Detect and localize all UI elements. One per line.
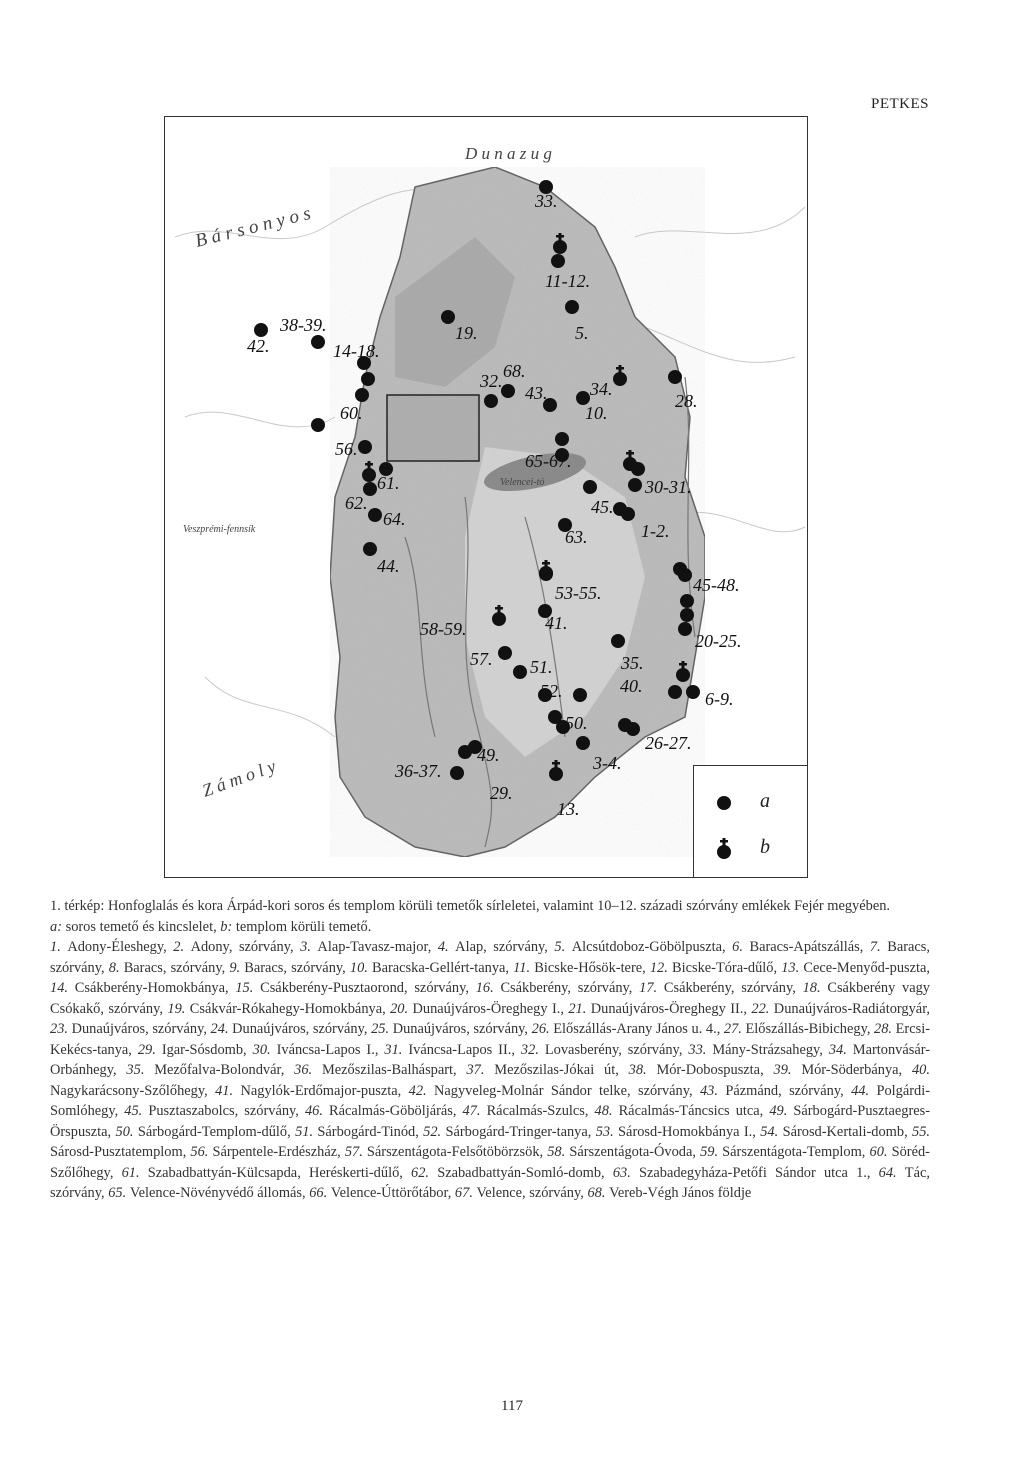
site-number: 44.: [851, 1082, 877, 1099]
running-head: PETKES: [870, 96, 929, 112]
site-label: 63.: [565, 527, 588, 547]
site-number: 33.: [688, 1041, 713, 1058]
site-name: Sárszentágota-Templom,: [722, 1144, 870, 1160]
marker-a: [576, 736, 590, 750]
marker-a: [668, 685, 682, 699]
site-number: 5.: [554, 939, 572, 955]
site-number: 14.: [50, 980, 75, 996]
county-map: [164, 116, 808, 878]
site-label: 28.: [675, 391, 698, 411]
site-list: [50, 937, 930, 1204]
site-name: Dunaújváros, szórvány,: [232, 1021, 372, 1037]
site-number: 22.: [751, 1000, 774, 1017]
site-name: Velence-Úttörőtábor,: [330, 1185, 455, 1201]
site-number: 47.: [462, 1103, 487, 1119]
marker-a: [686, 685, 700, 699]
site-number: 17.: [639, 980, 664, 996]
site-number: 12.: [649, 959, 672, 976]
site-label: 13.: [557, 799, 580, 819]
site-number: 46.: [304, 1103, 329, 1119]
site-name: Söréd-Szőlőhegy,: [50, 1144, 930, 1181]
site-name: Adony-Éleshegy,: [67, 939, 174, 955]
legend-text-b: templom körüli temető.: [232, 918, 372, 935]
site-label: 20-25.: [695, 631, 742, 651]
site-label: 1-2.: [641, 521, 670, 541]
site-label: 64.: [383, 509, 406, 529]
site-label: 68.: [503, 361, 526, 381]
site-name: Nagykarácsony-Szőlőhegy,: [50, 1082, 216, 1099]
site-number: 6.: [732, 939, 750, 955]
site-number: 61.: [121, 1164, 148, 1181]
site-number: 25.: [371, 1021, 393, 1037]
site-label: 36-37.: [395, 761, 442, 781]
site-label: 19.: [455, 323, 478, 343]
region-label-zamoly: Z á m o l y: [199, 755, 279, 801]
site-name: Velence, szórvány,: [476, 1185, 588, 1201]
marker-a: [678, 568, 692, 582]
site-name: Csákberény, szórvány,: [500, 980, 640, 996]
site-number: 64.: [878, 1164, 905, 1181]
site-number: 53.: [595, 1123, 619, 1140]
site-number: 57.: [344, 1144, 367, 1160]
site-number: 37.: [466, 1062, 495, 1078]
marker-a: [513, 665, 527, 679]
marker-a: [668, 370, 682, 384]
marker-a: [363, 542, 377, 556]
marker-a: [311, 418, 325, 432]
site-name: Dunaújváros, szórvány,: [392, 1021, 532, 1037]
site-label: 41.: [545, 613, 568, 633]
map-legend: [693, 765, 807, 877]
site-label: 26-27.: [645, 733, 692, 753]
site-name: Bicske-Hősök-tere,: [534, 959, 650, 976]
site-name: Előszállás-Arany János u. 4.,: [553, 1021, 724, 1037]
site-name: Baracska-Gellért-tanya,: [372, 959, 514, 976]
site-label: 32.: [480, 371, 503, 391]
site-label: 52.: [540, 681, 563, 701]
site-name: Csákvár-Rókahegy-Homokbánya,: [189, 1000, 391, 1017]
marker-a: [565, 300, 579, 314]
site-label: 42.: [247, 336, 270, 356]
site-name: Csákberény vagy Csókakő, szórvány,: [50, 980, 930, 1017]
figure-caption: [50, 896, 930, 1204]
site-name: Mezőszilas-Jókai út,: [494, 1062, 629, 1078]
site-name: Vereb-Végh János földje: [609, 1185, 752, 1201]
site-number: 28.: [874, 1021, 896, 1037]
caption-title: 1. térkép: Honfoglalás és kora Árpád-kori soros és templom körüli temetők sírleletei, valamint 10–12. századi szórvány emlékek Fejér megyében.: [50, 898, 891, 914]
site-name: Alcsútdoboz-Göbölpuszta,: [571, 939, 733, 955]
site-name: Rácalmás-Göböljárás,: [329, 1103, 463, 1119]
marker-a: [368, 508, 382, 522]
site-number: 26.: [531, 1021, 554, 1037]
marker-a: [358, 440, 372, 454]
site-number: 54.: [760, 1123, 783, 1140]
marker-a: [551, 254, 565, 268]
site-label: 5.: [575, 323, 589, 343]
site-number: 52.: [423, 1123, 446, 1140]
legend-label-a: a: [760, 790, 770, 812]
site-number: 58.: [547, 1144, 570, 1160]
site-number: 19.: [167, 1000, 190, 1017]
site-number: 31.: [384, 1041, 409, 1058]
site-label: 49.: [477, 745, 500, 765]
marker-a: [611, 634, 625, 648]
site-label: 35.: [621, 653, 644, 673]
site-label: 45.: [591, 497, 614, 517]
legend-text-a: soros temető és kincslelet,: [62, 918, 221, 935]
site-label: 3-4.: [593, 753, 622, 773]
site-name: Csákberény, szórvány,: [663, 980, 803, 996]
site-number: 39.: [773, 1062, 802, 1078]
site-name: Alap-Tavasz-major,: [317, 939, 438, 955]
site-name: Rácalmás-Táncsics utca,: [618, 1103, 770, 1119]
site-number: 45.: [124, 1103, 149, 1119]
site-number: 30.: [252, 1041, 277, 1058]
site-label: 43.: [525, 383, 548, 403]
site-number: 13.: [781, 959, 804, 976]
site-name: Sárbogárd-Tringer-tanya,: [445, 1123, 596, 1140]
site-number: 20.: [390, 1000, 413, 1017]
region-label-velencei-to: Velencei-tó: [500, 477, 545, 488]
site-number: 23.: [50, 1021, 72, 1037]
site-name: Sárbogárd-Tinód,: [317, 1123, 424, 1140]
site-name: Baracs, szórvány,: [123, 959, 230, 976]
site-number: 49.: [769, 1103, 794, 1119]
site-name: Rácalmás-Szulcs,: [486, 1103, 595, 1119]
site-label: 62.: [345, 493, 368, 513]
marker-a: [626, 722, 640, 736]
site-name: Szabadegyháza-Petőfi Sándor utca 1.,: [638, 1164, 879, 1181]
site-number: 56.: [190, 1144, 213, 1160]
site-name: Dunaújváros, szórvány,: [71, 1021, 211, 1037]
map-graphic: [165, 117, 807, 877]
site-number: 40.: [911, 1062, 930, 1078]
site-name: Baracs, szórvány,: [244, 959, 350, 976]
site-number: 11.: [513, 959, 535, 976]
site-number: 9.: [229, 959, 245, 976]
site-name: Adony, szórvány,: [190, 939, 301, 955]
site-number: 32.: [520, 1041, 545, 1058]
site-number: 34.: [828, 1041, 853, 1058]
site-number: 68.: [587, 1185, 610, 1201]
site-number: 60.: [869, 1144, 892, 1160]
site-name: Dunaújváros-Öreghegy II.,: [590, 1000, 752, 1017]
site-name: Dunaújváros-Öreghegy I.,: [412, 1000, 569, 1017]
site-number: 35.: [126, 1062, 155, 1078]
site-number: 50.: [115, 1123, 138, 1140]
study-area-box: [387, 395, 479, 461]
site-label: 33.: [535, 191, 558, 211]
site-number: 7.: [869, 939, 888, 955]
site-name: Polgárdi-Somlóhegy,: [50, 1082, 931, 1119]
site-name: Iváncsa-Lapos II.,: [408, 1041, 521, 1058]
caption-legend-line: [50, 917, 930, 938]
site-label: 53-55.: [555, 583, 602, 603]
site-name: Sárosd-Pusztatemplom,: [50, 1144, 191, 1160]
site-label: 45-48.: [693, 575, 740, 595]
site-label: 44.: [377, 556, 400, 576]
site-name: Előszállás-Bibichegy,: [745, 1021, 875, 1037]
site-label: 29.: [490, 783, 513, 803]
site-number: 10.: [349, 959, 372, 976]
site-label: 14-18.: [333, 341, 380, 361]
site-number: 38.: [628, 1062, 657, 1078]
legend-key-a: a:: [50, 918, 62, 935]
site-number: 62.: [411, 1164, 438, 1181]
site-name: Igar-Sósdomb,: [161, 1041, 253, 1058]
site-name: Sárszentágota-Óvoda,: [569, 1144, 701, 1160]
site-name: Lovasberény, szórvány,: [544, 1041, 689, 1058]
site-name: Velence-Növényvédő állomás,: [129, 1185, 310, 1201]
site-name: Mór-Söderbánya,: [801, 1062, 912, 1078]
marker-a: [628, 478, 642, 492]
region-label-veszpremi-fennsik: Veszprémi-fennsík: [183, 524, 256, 535]
marker-a: [441, 310, 455, 324]
site-name: Mány-Strázsahegy,: [712, 1041, 829, 1058]
site-name: Csákberény-Homokbánya,: [74, 980, 236, 996]
site-label: 34.: [590, 379, 613, 399]
site-number: 27.: [723, 1021, 746, 1037]
site-number: 15.: [235, 980, 261, 996]
marker-a: [680, 608, 694, 622]
marker-a: [254, 323, 268, 337]
region-label-dunazug: D u n a z u g: [465, 144, 552, 163]
site-number: 41.: [215, 1082, 241, 1099]
marker-a: [621, 507, 635, 521]
site-number: 3.: [300, 939, 318, 955]
site-number: 16.: [475, 980, 501, 996]
site-number: 66.: [309, 1185, 331, 1201]
site-name: Martonvásár-Orbánhegy,: [50, 1041, 931, 1078]
site-label: 58-59.: [420, 619, 467, 639]
site-label: 51.: [530, 657, 553, 677]
site-name: Iváncsa-Lapos I.,: [276, 1041, 385, 1058]
site-label: 61.: [377, 473, 400, 493]
site-name: Baracs, szórvány,: [50, 939, 930, 976]
page-number: 117: [501, 1398, 523, 1414]
site-name: Bicske-Tóra-dűlő,: [671, 959, 782, 976]
site-label: 11-12.: [545, 271, 591, 291]
site-name: Alap, szórvány,: [455, 939, 555, 955]
marker-a: [573, 688, 587, 702]
site-name: Sárosd-Homokbánya I.,: [618, 1123, 761, 1140]
site-number: 29.: [137, 1041, 162, 1058]
site-number: 18.: [802, 980, 828, 996]
site-number: 65.: [108, 1185, 130, 1201]
site-number: 51.: [295, 1123, 318, 1140]
site-label: 57.: [470, 649, 493, 669]
site-name: Dunaújváros-Radiátorgyár,: [773, 1000, 931, 1017]
site-name: Baracs-Apátszállás,: [749, 939, 870, 955]
site-number: 36.: [294, 1062, 322, 1078]
site-name: Sárszentágota-Felsőtöbörzsök,: [366, 1144, 548, 1160]
marker-a: [555, 432, 569, 446]
marker-a: [583, 480, 597, 494]
site-number: 42.: [408, 1082, 434, 1099]
site-name: Pázmánd, szórvány,: [725, 1082, 852, 1099]
marker-a: [361, 372, 375, 386]
site-name: Szabadbattyán-Külcsapda, Heréskerti-dűlő,: [147, 1164, 412, 1181]
site-name: Sárbogárd-Pusztaegres-Örspuszta,: [50, 1103, 931, 1140]
marker-a: [450, 766, 464, 780]
site-name: Mezőszilas-Balháspart,: [321, 1062, 467, 1078]
marker-a: [498, 646, 512, 660]
marker-a: [680, 594, 694, 608]
site-label: 40.: [620, 676, 643, 696]
site-label: 38-39.: [280, 315, 327, 335]
legend-label-b: b: [760, 836, 770, 858]
site-number: 4.: [437, 939, 456, 955]
site-label: 30-31.: [645, 477, 692, 497]
site-name: Sárpentele-Erdészház,: [212, 1144, 345, 1160]
dot-marker-icon: [714, 792, 734, 812]
site-label: 60.: [340, 403, 363, 423]
site-name: Nagyveleg-Molnár Sándor telke, szórvány,: [434, 1082, 700, 1099]
site-name: Szabadbattyán-Somló-domb,: [437, 1164, 613, 1181]
site-number: 8.: [108, 959, 124, 976]
church-marker-icon: [714, 838, 734, 862]
legend-key-b: b:: [220, 918, 233, 935]
marker-a: [311, 335, 325, 349]
site-label: 10.: [585, 403, 608, 423]
site-number: 21.: [568, 1000, 591, 1017]
site-name: Nagylók-Erdőmajor-puszta,: [240, 1082, 409, 1099]
site-name: Sárosd-Kertali-domb,: [782, 1123, 913, 1140]
site-number: 63.: [612, 1164, 639, 1181]
site-name: Csákberény-Pusztaorond, szórvány,: [260, 980, 476, 996]
site-number: 2.: [173, 939, 191, 955]
site-label: 65-67.: [525, 451, 572, 471]
site-number: 24.: [210, 1021, 233, 1037]
site-number: 67.: [454, 1185, 477, 1201]
site-number: 1.: [50, 939, 68, 955]
site-number: 48.: [594, 1103, 619, 1119]
site-name: Sárbogárd-Templom-dűlő,: [137, 1123, 296, 1140]
site-label: 50.: [565, 713, 588, 733]
region-label-barsonyos: B á r s o n y o s: [193, 202, 313, 252]
site-name: Cece-Menyőd-puszta,: [803, 959, 931, 976]
site-label: 56.: [335, 439, 358, 459]
site-name: Ercsi-Kekécs-tanya,: [50, 1021, 930, 1058]
marker-a: [501, 384, 515, 398]
marker-a: [484, 394, 498, 408]
site-name: Mór-Dobospuszta,: [656, 1062, 774, 1078]
site-number: 55.: [912, 1123, 931, 1140]
site-name: Mezőfalva-Bolondvár,: [154, 1062, 295, 1078]
site-label: 6-9.: [705, 689, 734, 709]
marker-a: [678, 622, 692, 636]
marker-a: [355, 388, 369, 402]
site-name: Pusztaszabolcs, szórvány,: [148, 1103, 305, 1119]
site-name: Tác, szórvány,: [50, 1164, 930, 1201]
site-number: 59.: [700, 1144, 723, 1160]
site-number: 43.: [699, 1082, 726, 1099]
